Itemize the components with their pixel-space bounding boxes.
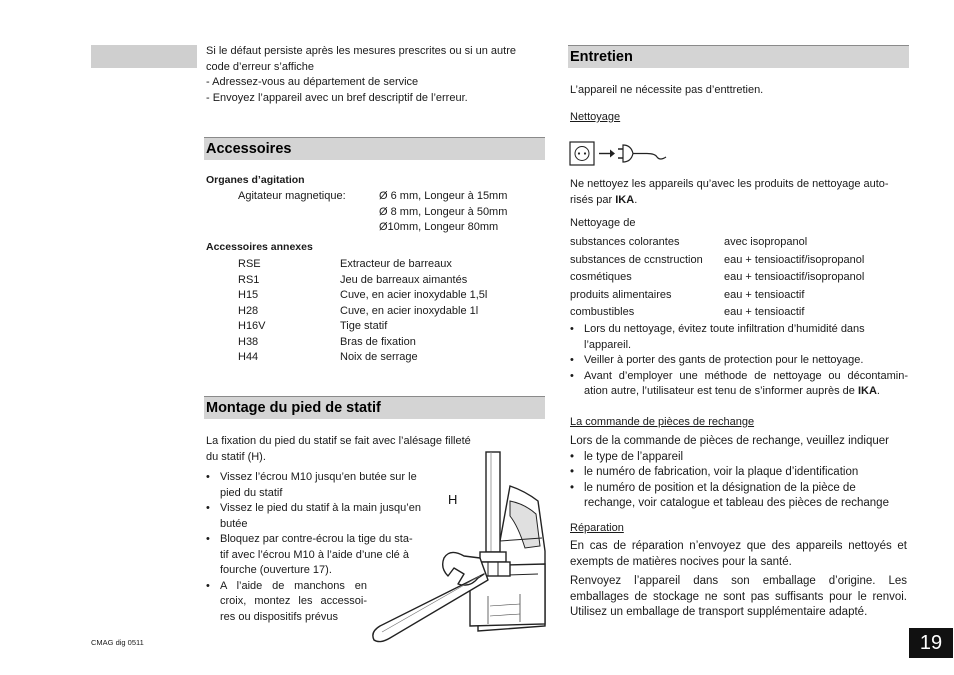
product: eau + tensioactif — [724, 306, 805, 318]
substance: substances de ccnstruction — [570, 253, 703, 266]
clean-warning-text: Avant d’employer une méthode de nettoyage ou décontamin- ation autre, l’utilisateur est tenu de s’informer auprès de — [584, 369, 908, 397]
substance: substances colorantes — [570, 236, 680, 248]
annexe-code: H16V — [238, 320, 266, 332]
clean-warning: • Avant d’employer une méthode de nettoyage ou décontamin- ation autre, l’utilisateur est tenu de s’informer auprès de IKA. — [570, 369, 908, 400]
agitateur-label: Agitateur magnetique: — [238, 190, 346, 202]
clean-table-row — [570, 287, 908, 305]
doc-code: CMAG dig 0511 — [91, 638, 144, 647]
annexe-row — [238, 288, 538, 304]
brand-ika: IKA — [615, 193, 635, 206]
intro-line: Si le défaut persiste après les mesures prescrites ou si un autre — [206, 45, 516, 57]
annexe-row — [238, 304, 538, 320]
commande-item: • le numéro de fabrication, voir la plaque d’identification — [570, 465, 908, 481]
annexe-desc: Tige statif — [340, 320, 388, 332]
annexe-desc: Noix de serrage — [340, 351, 418, 363]
clean-table-row — [570, 234, 908, 252]
montage-step: • A l’aide de manchons en croix, montez les accessoi- res ou dispositifs prévus — [206, 579, 367, 626]
section-title-entretien: Entretien — [568, 45, 909, 68]
clean-warning: • Lors du nettoyage, évitez toute infiltration d’humidité dans l’appareil. — [570, 322, 894, 353]
annexe-code: H44 — [238, 351, 259, 363]
commande-items — [570, 450, 908, 512]
product: eau + tensioactif/isopropanol — [724, 253, 865, 266]
annexe-code: H38 — [238, 335, 259, 348]
error-intro — [206, 44, 546, 106]
clean-table-row — [570, 252, 908, 270]
annexe-desc: Bras de fixation — [340, 335, 416, 348]
organes-heading: Organes d’agitation — [206, 174, 305, 186]
substance: produits alimentaires — [570, 288, 672, 301]
annexes-list — [238, 257, 538, 366]
annexe-code: H28 — [238, 304, 259, 317]
annexe-desc: Jeu de barreaux aimantés — [340, 273, 468, 286]
annexe-desc: Cuve, en acier inoxydable 1,5l — [340, 289, 488, 301]
agitateur-value: Ø 6 mm, Longeur à 15mm — [379, 190, 508, 202]
product: avec isopropanol — [724, 236, 808, 248]
clean-table-row — [570, 304, 908, 322]
montage-step: • Bloquez par contre-écrou la tige du sta- tif avec l’écrou M10 à l’aide d’une clé à fourche (ouverture 17). — [206, 532, 420, 579]
commande-heading: La commande de pièces de rechange — [570, 416, 755, 428]
reparation-heading: Réparation — [570, 522, 624, 534]
product: eau + tensioactif — [724, 288, 805, 301]
entretien-intro: L’appareil ne nécessite pas d’enttretien. — [570, 84, 764, 96]
agitateur-value: Ø10mm, Longeur 80mm — [379, 221, 499, 233]
agitateur-values — [379, 189, 507, 236]
commande-intro: Lors de la commande de pièces de rechange, veuillez indiquer — [570, 435, 890, 447]
annexe-row — [238, 319, 538, 335]
unplug-icon — [569, 141, 669, 167]
annexe-desc: Cuve, en acier inoxydable 1l — [340, 304, 479, 317]
substance: cosmétiques — [570, 271, 632, 283]
section-title-montage: Montage du pied de statif — [204, 396, 545, 419]
clean-table-heading: Nettoyage de — [570, 217, 636, 229]
annexe-code: RS1 — [238, 273, 260, 286]
annexe-row — [238, 257, 538, 273]
clean-warnings — [570, 322, 908, 400]
commande-item: • le type de l’appareil — [570, 450, 908, 466]
page-number: 19 — [909, 628, 953, 658]
montage-step: • Vissez l’écrou M10 jusqu’en butée sur le pied du statif — [206, 470, 432, 501]
montage-intro: La fixation du pied du statif se fait avec l’alésage filleté du statif (H). — [206, 435, 471, 463]
agitateur-value: Ø 8 mm, Longeur à 50mm — [379, 205, 508, 218]
figure-label-h: H — [448, 492, 458, 507]
intro-line: code d’erreur s’affiche — [206, 60, 315, 73]
clean-line: Ne nettoyez les appareils qu’avec les produits de nettoyage auto- — [570, 178, 889, 190]
brand-ika: IKA — [857, 385, 877, 397]
nettoyage-heading: Nettoyage — [570, 111, 621, 123]
intro-line: - Adressez-vous au département de service — [206, 76, 419, 88]
clean-warning: • Veiller à porter des gants de protection pour le nettoyage. — [570, 353, 908, 369]
section-title-accessoires: Accessoires — [204, 137, 545, 160]
annexe-row — [238, 350, 538, 366]
annexe-code: RSE — [238, 258, 261, 270]
clean-instruction — [570, 177, 908, 208]
product: eau + tensioactif/isopropanol — [724, 271, 865, 283]
annexe-code: H15 — [238, 289, 259, 301]
intro-line: - Envoyez l’appareil avec un bref descriptif de l’erreur. — [206, 91, 468, 104]
reparation-text-2: Renvoyez l’appareil dans son emballage d’origine. Les emballages de stockage ne sont pas suffisants pour le renvoi. Utilisez un emballage de transport supplémentaire adapté. — [570, 575, 907, 618]
commande-item: • le numéro de position et la désignation de la pièce de rechange, voir catalogue et tableau des pièces de rechange — [570, 481, 908, 512]
annexe-row — [238, 335, 538, 351]
clean-table — [570, 234, 908, 322]
annexe-row — [238, 273, 538, 289]
clean-line: risés par IKA. — [570, 193, 638, 206]
montage-step: • Vissez le pied du statif à la main jusqu’en butée — [206, 501, 432, 532]
clean-line-start: risés par — [570, 193, 616, 206]
reparation-text-1: En cas de réparation n’envoyez que des appareils nettoyés et exempts de matières nocives pour la santé. — [570, 540, 907, 568]
margin-grey-block — [91, 45, 197, 68]
clean-table-row — [570, 269, 908, 287]
stand-mounting-figure — [360, 446, 550, 646]
substance: combustibles — [570, 306, 635, 318]
annexes-heading: Accessoires annexes — [206, 241, 313, 253]
commande-block — [570, 434, 908, 512]
annexe-desc: Extracteur de barreaux — [340, 258, 452, 270]
